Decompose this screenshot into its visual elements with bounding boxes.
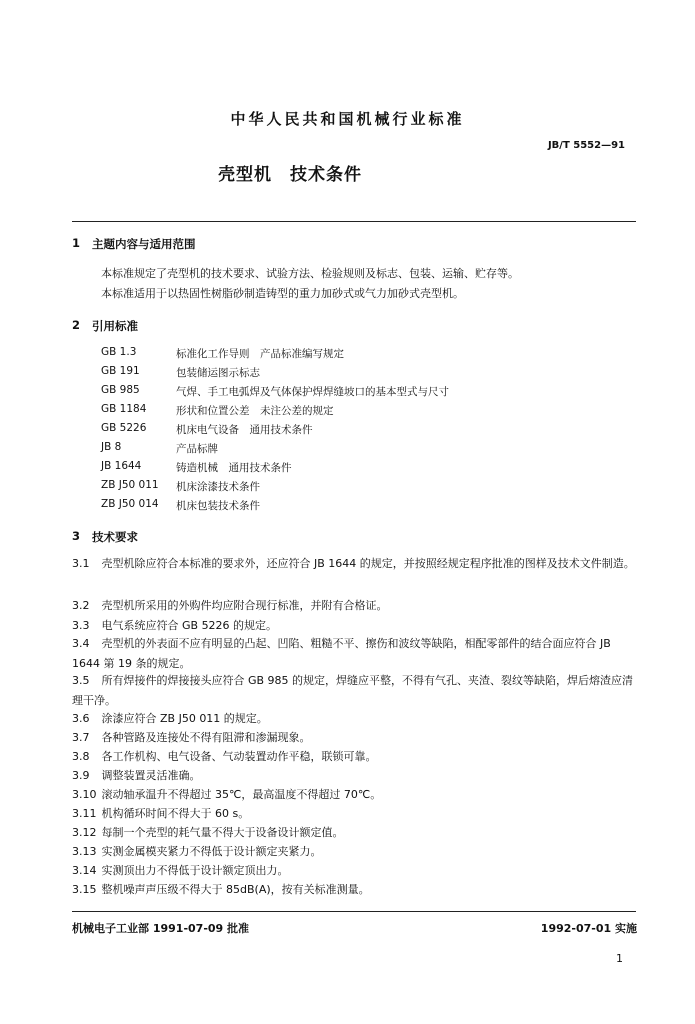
requirement-item (72, 671, 638, 711)
reference-title: 机床包装技术条件 (176, 500, 260, 512)
section-2-heading: 引用标准 (92, 319, 138, 333)
reference-code: GB 1.3 (101, 346, 137, 358)
item-text: 调整装置灵活准确。 (101, 769, 201, 782)
section-3-heading: 技术要求 (92, 530, 138, 544)
item-text: 各工作机构、电气设备、气动装置动作平稳，联锁可靠。 (101, 750, 377, 763)
section-1-paragraph: 本标准适用于以热固性树脂砂制造铸型的重力加砂式或气力加砂式壳型机。 (101, 287, 464, 300)
standard-number: JB/T 5552—91 (547, 140, 625, 151)
item-text: 实测顶出力不得低于设计额定顶出力。 (101, 864, 289, 877)
item-number: 3.7 (72, 731, 90, 744)
item-text: 所有焊接件的焊接接头应符合 GB 985 的规定，焊缝应平整，不得有气孔、夹渣、裂纹等缺陷，焊后熔渣应清理干净。 (72, 674, 634, 707)
reference-code: GB 1184 (101, 403, 147, 415)
reference-title: 标准化工作导则 产品标准编写规定 (176, 348, 344, 360)
organization-title: 中华人民共和国机械行业标准 (230, 110, 465, 128)
item-number: 3.15 (72, 883, 97, 896)
requirement-item (72, 823, 638, 843)
item-number: 3.1 (72, 557, 90, 570)
item-text: 壳型机所采用的外购件均应附合现行标准，并附有合格证。 (101, 599, 388, 612)
section-2-number: 2 (72, 318, 81, 332)
item-number: 3.13 (72, 845, 97, 858)
item-text: 壳型机除应符合本标准的要求外，还应符合 JB 1644 的规定，并按照经规定程序批准的图样及技术文件制造。 (101, 557, 635, 570)
section-1-number: 1 (72, 236, 81, 250)
item-number: 3.8 (72, 750, 90, 763)
requirement-item (72, 880, 638, 900)
item-text: 每制一个壳型的耗气量不得大于设备设计额定值。 (101, 826, 344, 839)
item-text: 整机噪声声压级不得大于 85dB(A)，按有关标准测量。 (101, 883, 370, 896)
item-number: 3.9 (72, 769, 90, 782)
reference-title: 铸造机械 通用技术条件 (176, 462, 292, 474)
reference-code: ZB J50 014 (101, 498, 159, 510)
reference-title: 产品标牌 (176, 443, 218, 455)
reference-title: 包装储运图示标志 (176, 367, 260, 379)
requirement-item (72, 842, 638, 862)
footer-rule (72, 911, 636, 912)
requirement-item (72, 709, 638, 729)
implementation-date: 1992-07-01 实施 (540, 922, 637, 935)
requirement-item (72, 747, 638, 767)
item-text: 滚动轴承温升不得超过 35℃，最高温度不得超过 70℃。 (101, 788, 382, 801)
item-text: 壳型机的外表面不应有明显的凸起、凹陷、粗糙不平、擦伤和波纹等缺陷，相配零部件的结合面应符合 JB 1644 第 19 条的规定。 (72, 637, 611, 670)
item-number: 3.5 (72, 674, 90, 687)
reference-title: 气焊、手工电弧焊及气体保护焊焊缝坡口的基本型式与尺寸 (176, 386, 449, 398)
reference-code: JB 1644 (101, 460, 142, 472)
item-text: 实测金属模夹紧力不得低于设计额定夹紧力。 (101, 845, 322, 858)
document-title: 壳型机 技术条件 (218, 165, 362, 185)
section-1-paragraph: 本标准规定了壳型机的技术要求、试验方法、检验规则及标志、包装、运输、贮存等。 (101, 267, 519, 280)
item-text: 机构循环时间不得大于 60 s。 (101, 807, 250, 820)
item-text: 各种管路及连接处不得有阻滞和渗漏现象。 (101, 731, 311, 744)
item-number: 3.3 (72, 619, 90, 632)
reference-title: 形状和位置公差 未注公差的规定 (176, 405, 334, 417)
requirement-item (72, 766, 638, 786)
reference-code: GB 5226 (101, 422, 147, 434)
reference-code: JB 8 (101, 441, 122, 453)
page-number: 1 (616, 952, 623, 965)
reference-code: GB 985 (101, 384, 140, 396)
requirement-item (72, 634, 638, 674)
item-text: 涂漆应符合 ZB J50 011 的规定。 (101, 712, 268, 725)
item-number: 3.4 (72, 637, 90, 650)
reference-title: 机床电气设备 通用技术条件 (176, 424, 313, 436)
item-number: 3.12 (72, 826, 97, 839)
approval-line: 机械电子工业部 1991-07-09 批准 (72, 922, 250, 935)
item-number: 3.6 (72, 712, 90, 725)
header-rule (72, 221, 636, 222)
requirement-item (72, 728, 638, 748)
reference-code: GB 191 (101, 365, 140, 377)
requirement-item (72, 861, 638, 881)
item-number: 3.14 (72, 864, 97, 877)
section-1-heading: 主题内容与适用范围 (92, 237, 196, 251)
item-text: 电气系统应符合 GB 5226 的规定。 (101, 619, 278, 632)
requirement-item (72, 785, 638, 805)
requirement-item (72, 616, 638, 636)
item-number: 3.2 (72, 599, 90, 612)
reference-code: ZB J50 011 (101, 479, 159, 491)
section-3-number: 3 (72, 529, 81, 543)
requirement-item (72, 554, 638, 574)
requirement-item (72, 596, 638, 616)
item-number: 3.11 (72, 807, 97, 820)
item-number: 3.10 (72, 788, 97, 801)
reference-title: 机床涂漆技术条件 (176, 481, 260, 493)
requirement-item (72, 804, 638, 824)
